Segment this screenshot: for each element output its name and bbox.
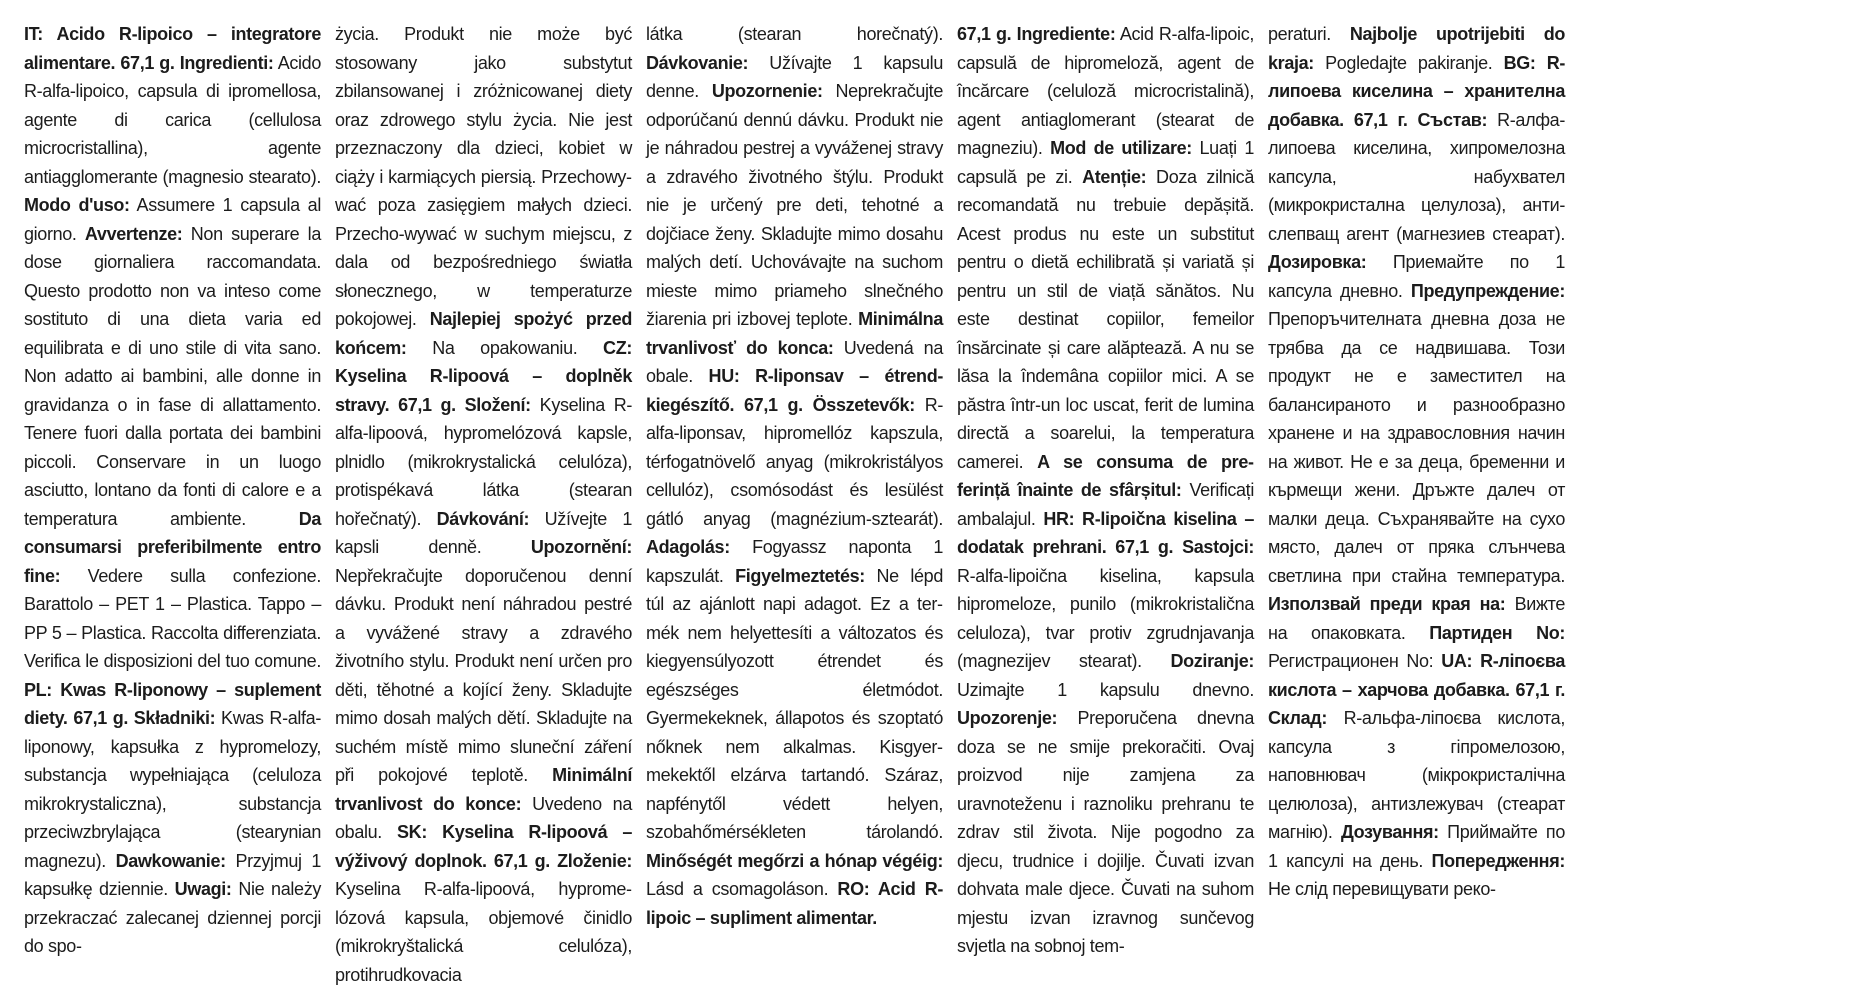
section-heading: Minimálna trvanlivosť do konca: — [646, 309, 943, 358]
body-text: R-alfa-liponsav, hipromellóz kapszula, térfogatnövelő anyag (mikrokristályos cellulóz), csomósodást és lesülést gátló anyag (magnézium-sztearát). — [646, 394, 943, 529]
section-heading: Minimální trvanlivost do konce: — [335, 765, 632, 814]
section-heading: Najbolje upotrijebiti do kraja: — [1268, 24, 1565, 73]
section-heading: Da consumarsi preferibilmente entro fine: — [24, 508, 321, 586]
body-text: Nepřekračujte doporučenou denní dávku. Produkt není náhradou pestré a vyvážené stravy a zdravého životního stylu. Produkt není určen pro děti, těhotné a kojící ženy. Skladujte mimo dosah malých dětí. Skladujte na suchém místě mimo sluneční záření při pokojové teplotě. — [335, 565, 632, 785]
section-heading: Najlepiej spożyć przed końcem: — [335, 309, 632, 358]
body-text: peraturi. — [1268, 24, 1350, 44]
section-heading: SK: Kyselina R-lipoová – výživový doplnok. 67,1 g. Zloženie: — [335, 822, 632, 871]
section-heading: Партиден No: — [1429, 622, 1566, 643]
section-heading: Doziranje: — [1170, 651, 1254, 671]
body-text: życia. Produkt nie może być stosowany jako substytut zbilansowanej i zróżnicowanej diety oraz zdrowego stylu życia. Nie jest przeznaczony dla dzieci, kobiet w ciąży i karmiących piersią. Przechowywać poza zasięgiem małych dzieci. Przecho-wywać w suchym miejscu, z dala od bezpośredniego światła słonecznego, w temperaturze pokojowej. — [335, 24, 632, 329]
section-heading: Upozornenie: — [711, 81, 823, 101]
section-heading: Попередження: — [1431, 850, 1565, 871]
body-text: látka (stearan horečnatý). — [646, 24, 943, 44]
body-text: Acid R-alfa-lipoic, capsulă de hipromeloză, agent de încărcare (celuloză microcristalină), agent antiaglomerant (stearat de magneziu). — [957, 24, 1254, 158]
body-text: Nie należy przekraczać zalecanej dziennej porcji do spo- — [24, 879, 321, 956]
body-text: Na opakowaniu. — [406, 337, 604, 358]
body-text: Vedere sulla confezione. Barattolo – PET 1 – Plastica. Tappo – PP 5 – Plastica. Raccolta differenziata. Verifica le disposizioni del tuo comune. — [24, 565, 321, 671]
body-text: R-альфа-ліпоєва кислота, капсула з гіпромелозою, наповнювач (мікрокристалічна целюлоза), антизлежувач (стеарат магнію). — [1268, 708, 1565, 842]
body-text: Užívejte 1 kapsli denně. — [335, 508, 632, 557]
section-heading: Atenție: — [1082, 166, 1147, 187]
section-heading: HU: R-liponsav – étrend-kiegészítő. 67,1 g. Összetevők: — [646, 366, 943, 415]
section-heading: RO: Acid R-lipoic – supliment alimentar. — [646, 879, 943, 928]
body-text: Вижте на опаковката. — [1268, 594, 1565, 643]
section-heading: Дозировка: — [1268, 252, 1367, 272]
body-text: Ne lépd túl az ajánlott napi adagot. Ez a termék nem helyettesíti a változatos és kiegyensúlyozott étrendet és egészséges életmódot. Gyermekeknek, állapotos és szoptató nőknek nem alkalmas. Kisgyermekektől elzárva tartandó. Száraz, napfénytől védett helyen, szobahőmérsékleten tárolandó. — [646, 565, 943, 842]
body-text: Preporučena dnevna doza se ne smije prekoračiti. Ovaj proizvod nije zamjena za uravnoteženu i raznoliku prehranu te zdrav stil života. Nije pogodno za djecu, trudnice i dojilje. Čuvati izvan dohvata male djece. Čuvati na suhom mjestu izvan izravnog sunčevog svjetla na sobnoj tem- — [957, 708, 1254, 956]
label-column-3 — [646, 20, 943, 928]
body-text: Регистрационен No: — [1268, 651, 1442, 671]
label-column-5 — [1268, 20, 1566, 899]
label-column-1 — [24, 20, 321, 956]
section-heading: Dávkování: — [436, 508, 530, 529]
section-heading: Avvertenze: — [84, 223, 183, 244]
body-text: Non superare la dose giornaliera raccomandata. Questo prodotto non va inteso come sostituto di una dieta varia ed equilibrata e di uno stile di vita sano. Non adatto ai bambini, alle donne in gravidanza o in fase di allattamento. Tenere fuori dalla portata dei bambini piccoli. Conservare in un luogo asciutto, lontano da fonti di calore e a temperatura ambiente. — [24, 223, 321, 529]
body-text: Assumere 1 capsula al giorno. — [24, 195, 321, 244]
section-heading: CZ: Kyselina R-lipoová – doplněk stravy. 67,1 g. Složení: — [335, 337, 632, 415]
body-text: Doza zilnică recomandată nu trebuie depășită. Acest produs nu este un substitut pentru o dietă echilibrată și variată și pentru un stil de viață sănătos. Nu este destinat copiilor, femeilor însărcinate și care alăptează. A nu se lăsa la îndemâna copiilor mici. A se păstra într-un loc uscat, ferit de lumina directă a soarelui, la temperatura camerei. — [957, 166, 1254, 472]
section-heading: IT: Acido R-lipoico – integratore alimentare. 67,1 g. Ingredienti: — [24, 24, 321, 73]
body-text: Kyselina R-alfa-lipoová, hypromelózová kapsula, objemové činidlo (mikrokryštalická celulóza), protihrudkovacia — [335, 879, 632, 985]
section-heading: Upozorenje: — [957, 708, 1058, 728]
section-heading: Uwagi: — [174, 879, 232, 899]
section-heading: Upozornění: — [530, 537, 632, 557]
section-heading: Modo d'uso: — [24, 195, 130, 215]
section-heading: Adagolás: — [646, 537, 730, 557]
body-text: Приймайте по 1 капсулі на день. — [1268, 822, 1565, 871]
section-heading: UA: R-ліпоєва кислота – харчова добавка. 67,1 г. Склад: — [1268, 651, 1565, 728]
section-heading: PL: Kwas R-liponowy – suplement diety. 67,1 g. Składniki: — [24, 679, 321, 728]
body-text: Fogyassz naponta 1 kapszulát. — [646, 537, 943, 586]
body-text: Pogledajte pakiranje. — [1313, 52, 1504, 73]
section-heading: Dávkovanie: — [646, 52, 749, 73]
body-text: Užívajte 1 kapsulu denne. — [646, 52, 943, 101]
body-text: Не слід перевищувати реко- — [1268, 879, 1496, 899]
section-heading: Използвай преди края на: — [1268, 594, 1506, 614]
body-text: Uvedeno na obalu. — [335, 793, 632, 842]
section-heading: Mod de utilizare: — [1050, 138, 1192, 158]
section-heading: BG: R-липоева киселина – хранителна добавка. 67,1 г. Състав: — [1268, 52, 1565, 130]
body-text: Приемайте по 1 капсула дневно. — [1268, 252, 1565, 301]
section-heading: Дозування: — [1340, 822, 1439, 842]
body-text: R-alfa-lipoična kiselina, kapsula hipromeloze, punilo (mikrokristalična celuloza), tvar protiv zgrudnjavanja (magnezijev stearat). — [957, 565, 1254, 671]
body-text: Acido R-alfa-lipoico, capsula di ipromellosa, agente di carica (cellulosa microcristallina), agente antiagglomerante (magnesio stearato). — [24, 52, 321, 187]
section-heading: Minőségét megőrzi a hónap végéig: — [646, 850, 943, 871]
body-text: Neprekračujte odporúčanú dennú dávku. Produkt nie je náhradou pestrej a vyváženej stravy a zdravého životného štýlu. Produkt nie je určený pre deti, tehotné a dojčiace ženy. Skladujte mimo dosahu malých detí. Uchovávajte na suchom mieste mimo priameho slnečného žiarenia pri izbovej teplote. — [646, 81, 943, 329]
section-heading: Предупреждение: — [1410, 280, 1565, 301]
body-text: R-алфа-липоева киселина, хипромелозна капсула, набухвател (микрокристална целулоза), анти-слепващ агент (магнезиев стеарат). — [1268, 109, 1565, 244]
body-text: Lásd a csomagoláson. — [646, 879, 838, 899]
supplement-label-text — [24, 20, 1830, 985]
body-text: Uvedená na obale. — [646, 337, 943, 386]
section-heading: A se consuma de preferință înainte de sfârșitul: — [957, 451, 1255, 500]
body-text: Препоръчителната дневна доза не трябва да се надвишава. Този продукт не е заместител на балансираното и разнообразно хранене и на здравословния начин на живот. Не е за деца, бременни и кърмещи жени. Дръжте далеч от малки деца. Съхранявайте на сухо място, далеч от пряка слънчева светлина при стайна температура. — [1268, 309, 1565, 586]
body-text: Luați 1 capsulă pe zi. — [957, 138, 1254, 187]
section-heading: Figyelmeztetés: — [735, 565, 865, 586]
label-column-4 — [957, 20, 1255, 956]
body-text: Kwas R-alfa-liponowy, kapsułka z hypromelozy, substancja wypełniająca (celuloza mikrokrystaliczna), substancja przeciwzbrylająca (stearynian magnezu). — [24, 708, 321, 871]
body-text: Verificați ambalajul. — [957, 480, 1254, 529]
section-heading: 67,1 g. Ingrediente: — [957, 24, 1116, 44]
section-heading: Dawkowanie: — [115, 850, 226, 871]
body-text: Kyselina R-alfa-lipoová, hypromelózová kapsle, plnidlo (mikrokrystalická celulóza), protispékavá látka (stearan hořečnatý). — [335, 394, 633, 529]
body-text: Przyjmuj 1 kapsułkę dziennie. — [24, 850, 321, 899]
section-heading: HR: R-lipoična kiselina – dodatak prehrani. 67,1 g. Sastojci: — [957, 508, 1254, 557]
body-text: Uzimajte 1 kapsulu dnevno. — [957, 679, 1254, 700]
label-column-2 — [335, 20, 633, 985]
